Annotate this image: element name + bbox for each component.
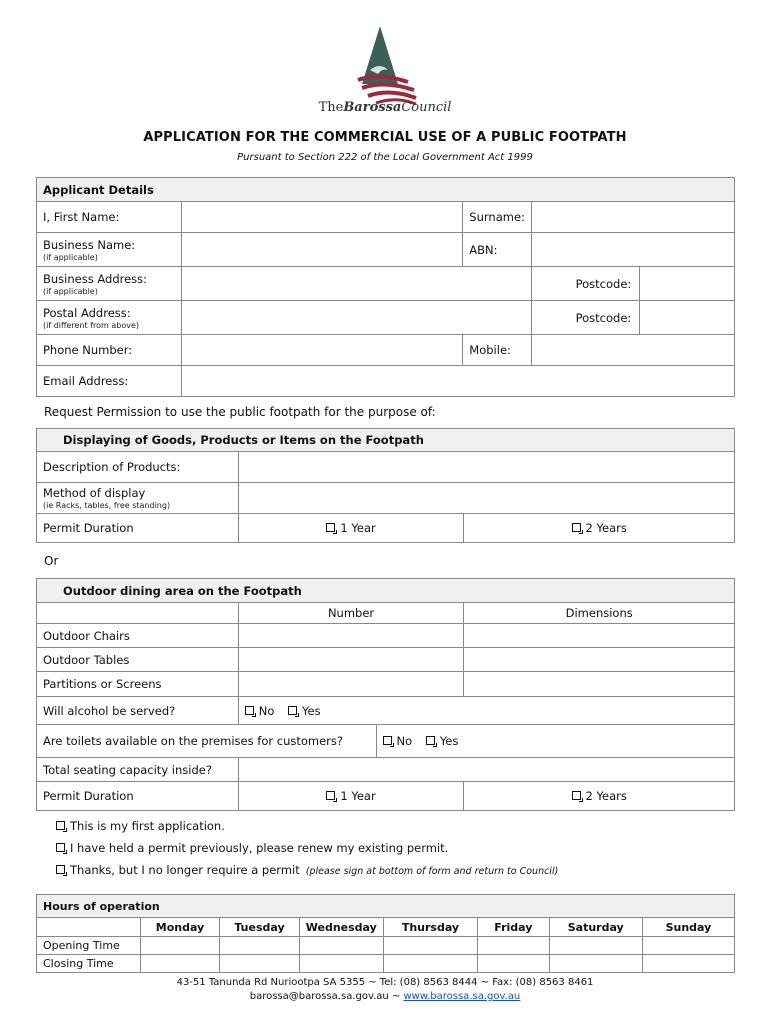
abn-label: ABN: — [463, 233, 532, 267]
mobile-label: Mobile: — [463, 335, 532, 366]
checkbox-icon — [56, 821, 65, 830]
business-name-field[interactable] — [181, 233, 463, 267]
request-permission-text: Request Permission to use the public footpath for the purpose of: — [44, 405, 436, 419]
mobile-field[interactable] — [531, 335, 734, 366]
alcohol-no-option[interactable]: No — [245, 704, 275, 718]
day-sunday: Sunday — [642, 918, 734, 937]
day-saturday: Saturday — [549, 918, 642, 937]
abn-field[interactable] — [531, 233, 734, 267]
description-field[interactable] — [238, 452, 734, 483]
chairs-number-field[interactable] — [238, 624, 464, 648]
partitions-number-field[interactable] — [238, 672, 464, 697]
description-label: Description of Products: — [37, 452, 239, 483]
first-name-label: I, First Name: — [37, 202, 182, 233]
chairs-dimensions-field[interactable] — [464, 624, 735, 648]
opening-friday-field[interactable] — [478, 937, 549, 955]
outdoor-dining-heading: Outdoor dining area on the Footpath — [37, 579, 735, 603]
toilets-options — [376, 725, 734, 758]
checkbox-icon — [572, 523, 581, 532]
tables-dimensions-field[interactable] — [464, 648, 735, 672]
business-address-label: Business Address: (if applicable) — [37, 267, 182, 301]
closing-tuesday-field[interactable] — [220, 955, 300, 973]
goods-display-table — [36, 428, 735, 543]
partitions-label: Partitions or Screens — [37, 672, 239, 697]
day-monday: Monday — [140, 918, 219, 937]
checkbox-icon — [426, 736, 435, 745]
postal-postcode-label: Postcode: — [531, 301, 639, 335]
email-label: Email Address: — [37, 366, 182, 397]
goods-two-years-option[interactable]: 2 Years — [464, 514, 735, 543]
opening-saturday-field[interactable] — [549, 937, 642, 955]
page-title: APPLICATION FOR THE COMMERCIAL USE OF A PUBLIC FOOTPATH — [143, 130, 627, 145]
applicant-details-table — [36, 177, 735, 397]
opening-sunday-field[interactable] — [642, 937, 734, 955]
business-postcode-label: Postcode: — [531, 267, 639, 301]
closing-sunday-field[interactable] — [642, 955, 734, 973]
alcohol-yes-option[interactable]: Yes — [288, 704, 321, 718]
dining-permit-duration-label: Permit Duration — [37, 782, 239, 811]
opening-tuesday-field[interactable] — [220, 937, 300, 955]
opening-time-label: Opening Time — [37, 937, 141, 955]
closing-monday-field[interactable] — [140, 955, 219, 973]
outdoor-chairs-label: Outdoor Chairs — [37, 624, 239, 648]
surname-label: Surname: — [463, 202, 532, 233]
day-tuesday: Tuesday — [220, 918, 300, 937]
method-label: Method of display (ie Racks, tables, free standing) — [37, 483, 239, 514]
closing-friday-field[interactable] — [478, 955, 549, 973]
renew-permit-option[interactable]: I have held a permit previously, please renew my existing permit. — [56, 841, 448, 855]
phone-field[interactable] — [181, 335, 463, 366]
day-wednesday: Wednesday — [299, 918, 383, 937]
closing-saturday-field[interactable] — [549, 955, 642, 973]
or-text: Or — [44, 554, 59, 568]
partitions-dimensions-field[interactable] — [464, 672, 735, 697]
outdoor-dining-table — [36, 578, 735, 811]
goods-display-heading: Displaying of Goods, Products or Items on the Footpath — [37, 429, 735, 452]
page-subtitle: Pursuant to Section 222 of the Local Government Act 1999 — [237, 152, 533, 163]
seating-capacity-label: Total seating capacity inside? — [37, 758, 239, 782]
postal-address-field[interactable] — [181, 301, 531, 335]
outdoor-tables-label: Outdoor Tables — [37, 648, 239, 672]
day-friday: Friday — [478, 918, 549, 937]
hours-heading: Hours of operation — [37, 895, 735, 918]
phone-label: Phone Number: — [37, 335, 182, 366]
no-longer-require-option[interactable]: Thanks, but I no longer require a permit (please sign at bottom of form and return to Council) — [56, 863, 558, 877]
dimensions-column-header: Dimensions — [464, 603, 735, 624]
checkbox-icon — [383, 736, 392, 745]
dining-two-years-option[interactable]: 2 Years — [464, 782, 735, 811]
business-postcode-field[interactable] — [640, 267, 735, 301]
number-column-header: Number — [238, 603, 464, 624]
website-link[interactable]: www.barossa.sa.gov.au — [403, 991, 521, 1002]
surname-field[interactable] — [531, 202, 734, 233]
blank-header-cell — [37, 603, 239, 624]
opening-monday-field[interactable] — [140, 937, 219, 955]
closing-wednesday-field[interactable] — [299, 955, 383, 973]
postal-postcode-field[interactable] — [640, 301, 735, 335]
footer-contact-line: 43-51 Tanunda Rd Nuriootpa SA 5355 ~ Tel: (08) 8563 8444 ~ Fax: (08) 8563 8461 — [176, 977, 594, 988]
method-field[interactable] — [238, 483, 734, 514]
email-field[interactable] — [181, 366, 734, 397]
day-thursday: Thursday — [383, 918, 477, 937]
footer-email: barossa@barossa.sa.gov.au ~ — [249, 991, 404, 1002]
checkbox-icon — [326, 523, 335, 532]
toilets-no-option[interactable]: No — [383, 734, 413, 748]
toilets-question-label: Are toilets available on the premises for customers? — [37, 725, 377, 758]
tables-number-field[interactable] — [238, 648, 464, 672]
alcohol-options — [238, 697, 734, 725]
checkbox-icon — [572, 791, 581, 800]
opening-thursday-field[interactable] — [383, 937, 477, 955]
closing-thursday-field[interactable] — [383, 955, 477, 973]
blank-day-cell — [37, 918, 141, 937]
business-name-label: Business Name: (if applicable) — [37, 233, 182, 267]
goods-one-year-option[interactable]: 1 Year — [238, 514, 464, 543]
first-name-field[interactable] — [181, 202, 463, 233]
checkbox-icon — [288, 706, 297, 715]
checkbox-icon — [245, 706, 254, 715]
checkbox-icon — [326, 791, 335, 800]
alcohol-question-label: Will alcohol be served? — [37, 697, 239, 725]
closing-time-label: Closing Time — [37, 955, 141, 973]
logo-wordmark: TheBarossaCouncil — [318, 100, 452, 115]
goods-permit-duration-label: Permit Duration — [37, 514, 239, 543]
first-application-option[interactable]: This is my first application. — [56, 819, 225, 833]
checkbox-icon — [56, 843, 65, 852]
business-address-field[interactable] — [181, 267, 531, 301]
dining-one-year-option[interactable]: 1 Year — [238, 782, 464, 811]
applicant-details-heading: Applicant Details — [37, 178, 735, 202]
seating-capacity-field[interactable] — [238, 758, 734, 782]
toilets-yes-option[interactable]: Yes — [426, 734, 459, 748]
checkbox-icon — [56, 865, 65, 874]
opening-wednesday-field[interactable] — [299, 937, 383, 955]
hours-of-operation-table — [36, 894, 735, 973]
footer-web-line — [0, 991, 770, 1002]
postal-address-label: Postal Address: (if different from above) — [37, 301, 182, 335]
